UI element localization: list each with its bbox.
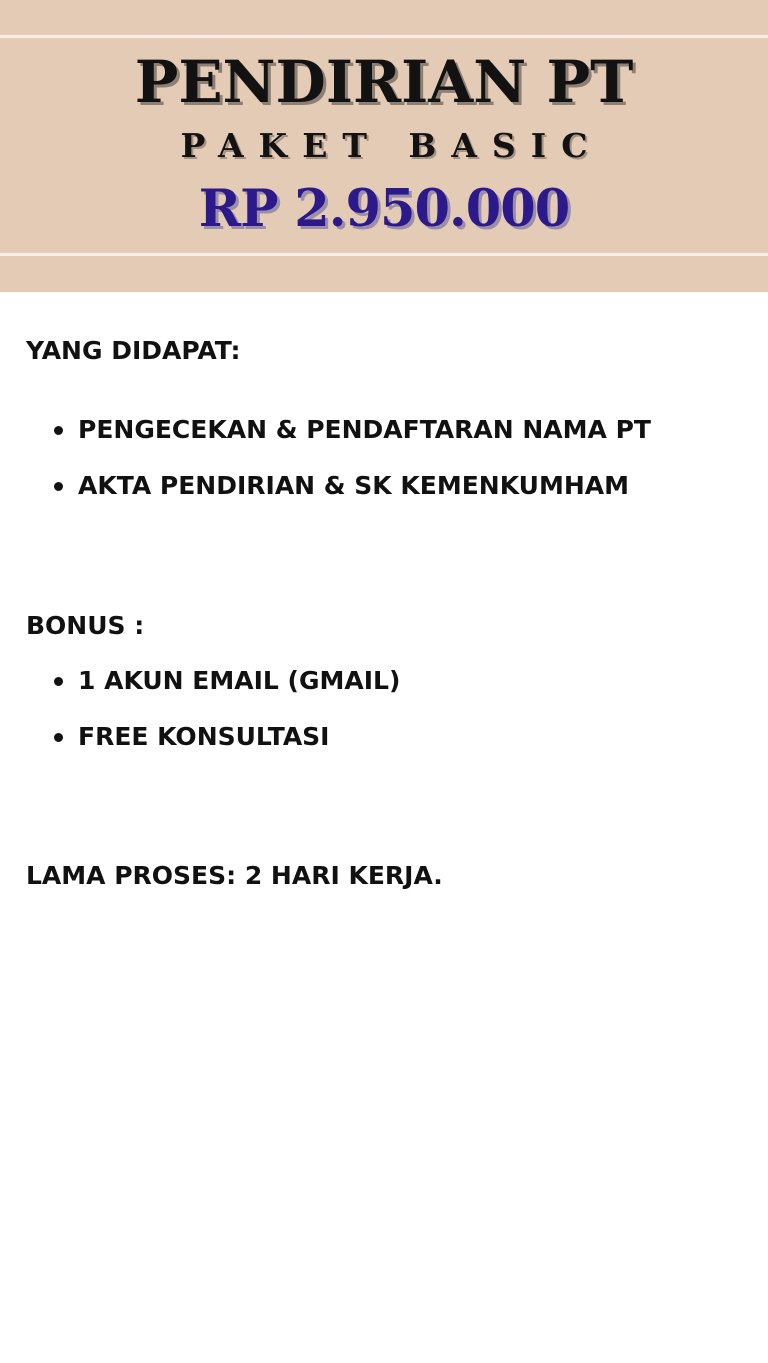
list-item	[50, 471, 651, 527]
list-item	[50, 666, 400, 722]
included-list	[50, 415, 651, 527]
list-item	[50, 415, 651, 471]
bullet-icon	[54, 733, 63, 742]
list-item	[50, 722, 400, 778]
page-title: PENDIRIAN PT	[134, 48, 634, 116]
package-price: RP 2.950.000	[198, 179, 570, 239]
header-bottom-rule	[0, 253, 768, 256]
list-item-text: FREE KONSULTASI	[78, 722, 330, 751]
bullet-icon	[54, 426, 63, 435]
list-item-text: PENGECEKAN & PENDAFTARAN NAMA PT	[78, 415, 651, 444]
bonus-section-label: BONUS :	[26, 611, 145, 640]
list-item-text: 1 AKUN EMAIL (GMAIL)	[78, 666, 401, 695]
header-top-rule	[0, 35, 768, 38]
bullet-icon	[54, 482, 63, 491]
list-item-text: AKTA PENDIRIAN & SK KEMENKUMHAM	[78, 471, 629, 500]
process-duration: LAMA PROSES: 2 HARI KERJA.	[26, 861, 443, 890]
bonus-list	[50, 666, 400, 778]
package-subtitle: PAKET BASIC	[180, 126, 603, 165]
bullet-icon	[54, 677, 63, 686]
included-section-label: YANG DIDAPAT:	[26, 336, 241, 365]
